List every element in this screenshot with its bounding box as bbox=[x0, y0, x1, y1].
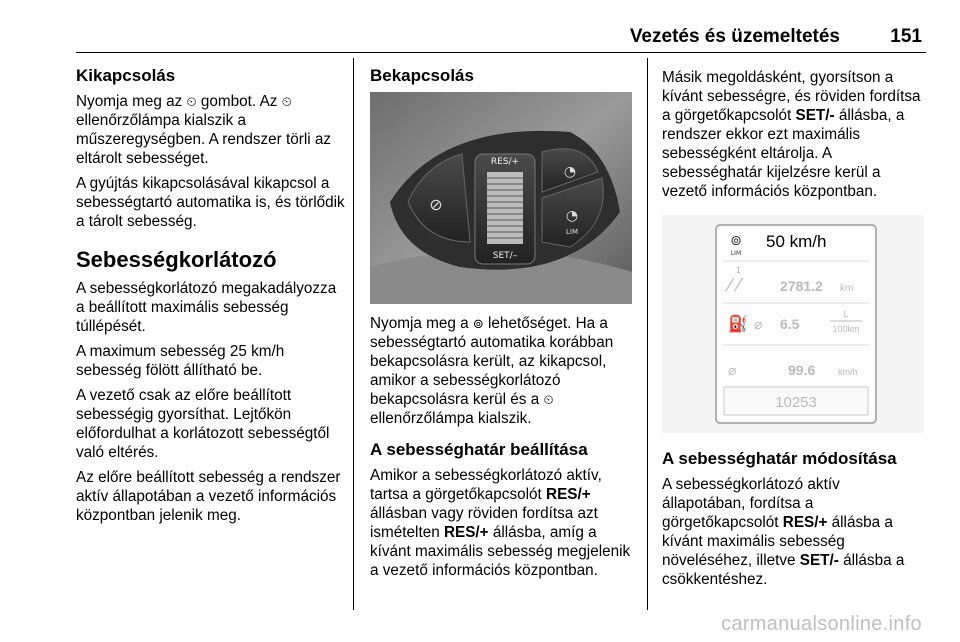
lim-label: LIM bbox=[565, 228, 579, 236]
cancel-icon: ⊘ bbox=[429, 195, 443, 214]
cruise-control-icon: ⏲ bbox=[543, 392, 554, 407]
road-icon: ⁄ ⁄ bbox=[728, 275, 740, 296]
average-speed-unit: km/h bbox=[838, 367, 858, 377]
fuel-consumption-value: 6.5 bbox=[780, 316, 800, 332]
heading-sebessegkorlatozo: Sebességkorlátozó bbox=[76, 247, 277, 272]
average-icon: ⌀ bbox=[728, 363, 737, 379]
heading-modositas: A sebességhatár módosítása bbox=[662, 449, 897, 468]
steering-wheel-controls-figure bbox=[370, 92, 632, 304]
odometer-value: 2781.2 bbox=[780, 278, 823, 294]
speed-limit-value: 50 km/h bbox=[766, 232, 827, 251]
trip-index: 1 bbox=[736, 266, 742, 275]
fuel-pump-icon: ⛽ bbox=[728, 314, 748, 333]
chapter-title: Vezetés és üzemeltetés bbox=[629, 26, 840, 47]
cruise-control-icon: ⏲ bbox=[281, 94, 292, 109]
total-distance-value: 10253 bbox=[775, 394, 817, 411]
paragraph: A sebességkorlátozó aktív állapotában, fordítsa a görgetőkapcsolót RES/+ állásba a kívánt maximális sebesség növeléséhez, illetve SET/- állásba a csökkentéshez. bbox=[662, 476, 905, 588]
limiter-icon: ⊚ bbox=[730, 233, 742, 249]
heading-bekapcsolas: Bekapcsolás bbox=[370, 66, 474, 85]
limiter-icon: ◔ bbox=[565, 208, 579, 224]
lim-label: LIM bbox=[730, 250, 742, 257]
paragraph: A maximum sebesség 25 km/h sebesség fölött állítható be. bbox=[76, 343, 285, 379]
odometer-unit: km bbox=[840, 283, 854, 294]
heading-kikapcsolas: Kikapcsolás bbox=[76, 66, 176, 85]
watermark: carmanualsonline.info bbox=[721, 613, 922, 635]
paragraph: Nyomja meg a ⊚ lehetőséget. Ha a sebességtartó automatika korábban bekapcsolásra került, az kikapcsol, amikor a sebességkorlátozó bekapcsolásra kerül és a ⏲ ellenőrzőlámpa kialszik. bbox=[370, 315, 614, 427]
column-1 bbox=[76, 58, 346, 531]
column-divider-right bbox=[647, 58, 648, 610]
average-icon: ⌀ bbox=[754, 317, 763, 333]
paragraph: Másik megoldásként, gyorsítson a kívánt sebességre, és röviden fordítsa a görgetőkapcsolót SET/- állásba, a rendszer ekkor ezt maximális sebességként eltárolja. A sebességhatár kijelzésre kerül a vezető információs központban. bbox=[662, 69, 921, 200]
column-3 bbox=[662, 58, 924, 595]
driver-info-display-figure bbox=[662, 215, 924, 433]
page-number: 151 bbox=[890, 26, 922, 47]
set-label: SET/– bbox=[492, 251, 518, 261]
fuel-unit-bottom: 100km bbox=[832, 324, 860, 334]
res-label: RES/+ bbox=[490, 157, 520, 167]
paragraph: Amikor a sebességkorlátozó aktív, tartsa a görgetőkapcsolót RES/+ állásban vagy röviden fordítsa azt ismételten RES/+ állásba, amíg a kívánt maximális sebesség megjelenik a vezető információs központban. bbox=[370, 467, 631, 579]
column-2 bbox=[370, 58, 632, 586]
heading-beallitas: A sebességhatár beállítása bbox=[370, 440, 588, 459]
speed-limiter-icon: ⊚ bbox=[472, 316, 484, 331]
fuel-unit-top: L bbox=[843, 309, 849, 319]
cruise-control-icon: ◔ bbox=[563, 164, 577, 180]
paragraph: A sebességkorlátozó megakadályozza a beállított maximális sebesség túllépését. bbox=[76, 280, 337, 335]
cruise-control-icon: ⏲ bbox=[186, 94, 197, 109]
header-rule bbox=[76, 52, 926, 53]
average-speed-value: 99.6 bbox=[788, 362, 816, 378]
paragraph: A vezető csak az előre beállított sebességig gyorsíthat. Lejtőkön előfordulhat a korlátozott sebességtől való eltérés. bbox=[76, 387, 330, 461]
column-divider-left bbox=[353, 58, 354, 610]
roller-wheel bbox=[487, 172, 523, 244]
paragraph: A gyújtás kikapcsolásával kikapcsol a sebességtartó automatika is, és törlődik a tárolt sebesség. bbox=[76, 175, 345, 230]
page-header bbox=[0, 0, 960, 58]
paragraph: Az előre beállított sebesség a rendszer aktív állapotában a vezető információs központban jelenik meg. bbox=[76, 469, 341, 524]
paragraph: Nyomja meg az ⏲ gombot. Az ⏲ ellenőrzőlámpa kialszik a műszeregységben. A rendszer törli az eltárolt sebességet. bbox=[76, 93, 332, 167]
